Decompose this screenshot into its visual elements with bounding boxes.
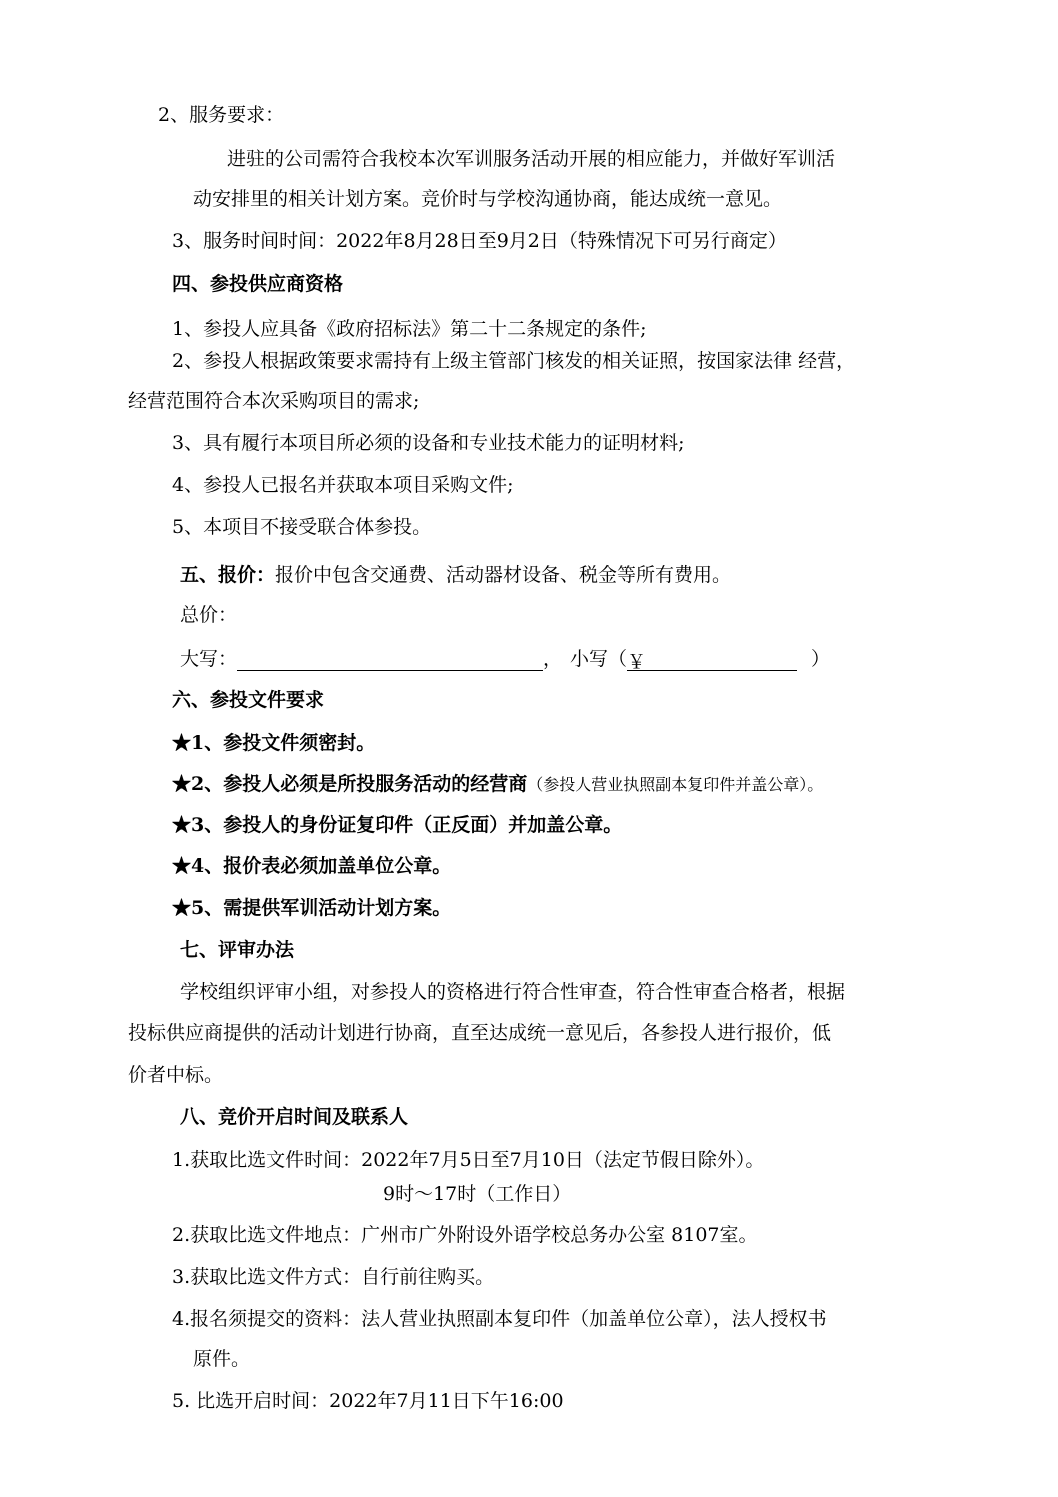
service-paragraph-line-1: 进驻的公司需符合我校本次军训服务活动开展的相应能力，并做好军训活 (227, 148, 836, 170)
qualification-item-2-line-2: 经营范围符合本次采购项目的需求; (128, 390, 420, 412)
docs-item-2-note: （参投人营业执照副本复印件并盖公章）。 (527, 775, 824, 794)
service-heading: 2、服务要求： (158, 104, 285, 126)
bidding-item-4-line-1: 4.报名须提交的资料：法人营业执照副本复印件（加盖单位公章），法人授权书 (172, 1308, 827, 1330)
bidding-item-4-line-2: 原件。 (193, 1348, 251, 1370)
bidding-item-5: 5. 比选开启时间：2022年7月11日下午16:00 (172, 1390, 564, 1412)
review-heading: 七、评审办法 (180, 939, 295, 961)
docs-item-3: ★3、参投人的身份证复印件（正反面）并加盖公章。 (172, 814, 623, 836)
qualification-heading: 四、参投供应商资格 (172, 273, 344, 295)
review-line-2: 投标供应商提供的活动计划进行协商，直至达成统一意见后，各参投人进行报价，低 (128, 1022, 832, 1044)
quote-total-label: 总价： (180, 604, 238, 626)
quote-upper-label: 大写： (180, 648, 238, 670)
quote-line (180, 563, 731, 587)
docs-item-4: ★4、报价表必须加盖单位公章。 (172, 855, 452, 877)
qualification-item-1: 1、参投人应具备《政府招标法》第二十二条规定的条件; (172, 318, 647, 340)
quote-heading: 五、报价： (180, 564, 276, 586)
qualification-item-3: 3、具有履行本项目所必须的设备和专业技术能力的证明材料; (172, 432, 685, 454)
quote-comma: ， (543, 648, 563, 670)
docs-item-1: ★1、参投文件须密封。 (172, 732, 376, 754)
service-paragraph-line-2: 动安排里的相关计划方案。竞价时与学校沟通协商，能达成统一意见。 (193, 188, 783, 210)
bidding-item-3: 3.获取比选文件方式：自行前往购买。 (172, 1266, 495, 1288)
quote-close-paren: ） (811, 648, 831, 670)
quote-yen: ￥ (627, 651, 647, 673)
quote-upper-blank (237, 650, 543, 671)
docs-heading: 六、参投文件要求 (172, 689, 325, 711)
docs-item-5: ★5、需提供军训活动计划方案。 (172, 897, 452, 919)
review-line-1: 学校组织评审小组，对参投人的资格进行符合性审查，符合性审查合格者，根据 (180, 981, 846, 1003)
bidding-item-1-hours: 9时～17时（工作日） (383, 1183, 572, 1205)
qualification-item-4: 4、参投人已报名并获取本项目采购文件; (172, 474, 514, 496)
qualification-item-5: 5、本项目不接受联合体参投。 (172, 516, 432, 538)
bidding-heading: 八、竞价开启时间及联系人 (180, 1106, 409, 1128)
quote-lower-blank (627, 650, 797, 671)
quote-text: 报价中包含交通费、活动器材设备、税金等所有费用。 (275, 564, 732, 586)
quote-lower-label: 小写（ (570, 648, 628, 670)
bidding-item-1: 1.获取比选文件时间：2022年7月5日至7月10日（法定节假日除外）。 (172, 1149, 765, 1171)
quote-amount-line (180, 647, 830, 671)
docs-item-2: ★2、参投人必须是所投服务活动的经营商 (172, 773, 528, 795)
service-time: 3、服务时间时间：2022年8月28日至9月2日（特殊情况下可另行商定） (172, 230, 787, 252)
docs-item-2-line (172, 772, 823, 796)
review-line-3: 价者中标。 (128, 1064, 224, 1086)
bidding-item-2: 2.获取比选文件地点：广州市广外附设外语学校总务办公室 8107室。 (172, 1224, 758, 1246)
qualification-item-2-line-1: 2、参投人根据政策要求需持有上级主管部门核发的相关证照，按国家法律 经营， (172, 350, 856, 372)
